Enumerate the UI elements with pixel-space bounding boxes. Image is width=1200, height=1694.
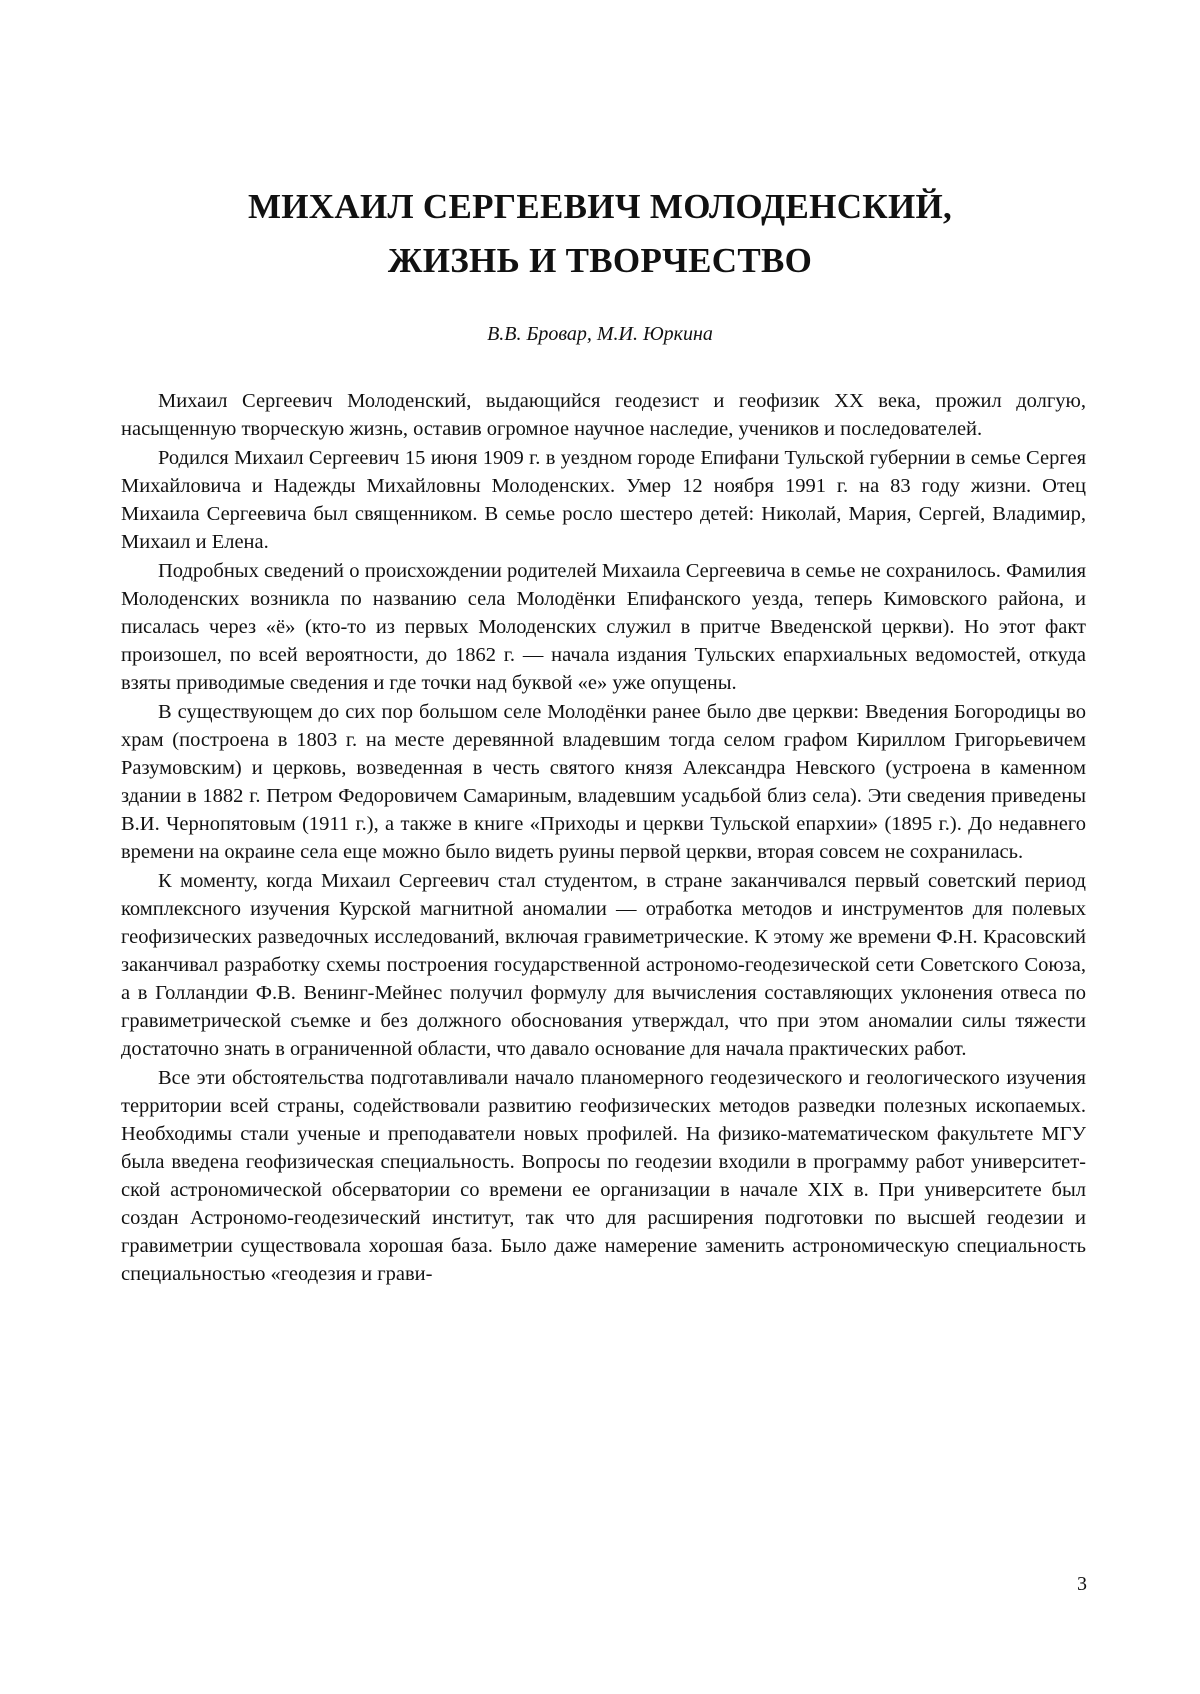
page-number: 3 <box>1077 1573 1087 1595</box>
paragraph: Михаил Сергеевич Молоденский, выдающийся геодезист и геофизик XX века, прожил долгую, насыщенную творческую жизнь, оставив огромное научное наследие, учеников и последователей. <box>121 390 1086 440</box>
paragraph: Подробных сведений о происхождении родителей Михаила Сергеевича в семье не сохранилось. Фамилия Молоденских возникла по названию села Молодёнки Епифанского уезда, теперь Кимовского района, и писалась через «ё» (кто-то из первых Молоденских служил в притче Введенской церкви). Но этот факт произошел, по всей вероятности, до 1862 г. — начала издания Тульских епархиальных ведомостей, откуда взяты приводимые сведения и где точки над буквой «е» уже опущены. <box>121 560 1086 694</box>
article-title <box>120 180 1080 288</box>
paragraph: К моменту, когда Михаил Сергеевич стал студентом, в стране заканчивался первый советский период комплексного изучения Курской магнитной аномалии — отработка методов и инструментов для полевых геофизических разведочных исследований, включая гравиметрические. К этому же времени Ф.Н. Красовский заканчивал разработку схемы построения государственной астрономо-геодезической сети Советского Союза, а в Голландии Ф.В. Венинг-Мейнес получил формулу для вычисления составляющих уклонения отвеса по гравиметрической съемке и без должного обоснования утверждал, что при этом аномалии силы тяжести достаточно знать в ограниченной области, что давало основание для начала практических работ. <box>121 870 1086 1060</box>
article-title-line-2: ЖИЗНЬ И ТВОРЧЕСТВО <box>387 241 813 280</box>
paragraph: Родился Михаил Сергеевич 15 июня 1909 г. в уездном городе Епифани Тульской губернии в семье Сергея Михайловича и Надежды Михайловны Молоденских. Умер 12 ноября 1991 г. на 83 году жизни. Отец Михаила Сергеевича был священником. В семье росло шестеро детей: Николай, Мария, Сергей, Владимир, Михаил и Елена. <box>121 447 1086 553</box>
paragraph: В существующем до сих пор большом селе Молодёнки ранее было две церкви: Введения Богородицы во храм (построена в 1803 г. на месте деревянной владевшим тогда селом графом Кириллом Григорьевичем Разумовским) и церковь, возведенная в честь святого князя Александра Невского (устроена в каменном здании в 1882 г. Петром Федоровичем Самариным, владевшим усадьбой близ села). Эти сведения приведены В.И. Чернопятовым (1911 г.), а также в книге «Приходы и церкви Тульской епархии» (1895 г.). До недавнего времени на окраине села еще можно было видеть руины первой церкви, вторая совсем не сохранилась. <box>121 701 1086 863</box>
paragraph: Все эти обстоятельства подготавливали начало планомерного геодезического и геологического изучения территории всей страны, содействовали развитию геофизических методов разведки полезных ископаемых. Необходимы стали ученые и преподаватели новых профилей. На физико-математическом факультете МГУ была введена геофизическая специальность. Вопросы по геодезии входили в программу работ университетской астрономической обсерватории со времени ее организации в начале XIX в. При университете был создан Астрономо-геодезический институт, так что для расширения подготовки по высшей геодезии и гравиметрии существовала хорошая база. Было даже намерение заменить астрономическую специальность специальностью «геодезия и грави- <box>121 1067 1086 1285</box>
article-title-line-1: МИХАИЛ СЕРГЕЕВИЧ МОЛОДЕНСКИЙ, <box>247 187 953 226</box>
article-authors: В.В. Бровар, М.И. Юркина <box>487 323 713 345</box>
article-body <box>121 387 1086 1289</box>
